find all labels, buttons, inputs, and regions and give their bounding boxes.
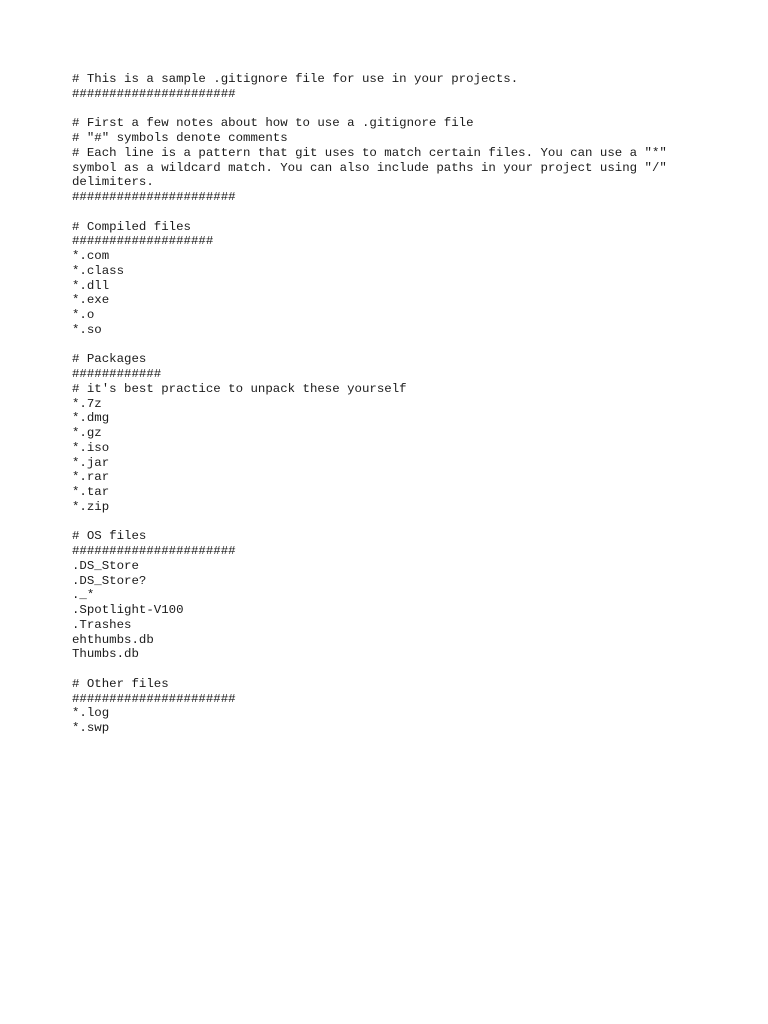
doc-line: ###################### bbox=[72, 190, 236, 204]
doc-line bbox=[72, 515, 684, 530]
doc-line: Thumbs.db bbox=[72, 647, 139, 662]
doc-line: ###################### bbox=[72, 86, 236, 101]
doc-line: *.dll bbox=[72, 278, 110, 293]
doc-line: *.log bbox=[72, 706, 110, 721]
doc-line bbox=[72, 338, 684, 353]
doc-line: ###################### bbox=[72, 691, 236, 706]
doc-line bbox=[72, 205, 684, 220]
doc-line: .DS_Store? bbox=[72, 573, 147, 588]
doc-line: *.dmg bbox=[72, 411, 110, 426]
doc-line: *.tar bbox=[72, 485, 110, 499]
doc-line: # Other files bbox=[72, 676, 169, 691]
doc-line: ###################### bbox=[72, 544, 236, 558]
doc-line: ._* bbox=[72, 588, 95, 603]
doc-line: # Each line is a pattern that git uses to match certain files. You can use a "*" bbox=[72, 145, 667, 160]
doc-line: delimiters. bbox=[72, 175, 154, 190]
doc-line: .Spotlight-V100 bbox=[72, 603, 184, 617]
doc-line: # it's best practice to unpack these yourself bbox=[72, 381, 407, 396]
doc-line: symbol as a wildcard match. You can also include paths in your project using "/" bbox=[72, 160, 667, 175]
doc-line: # This is a sample .gitignore file for use in your projects. bbox=[72, 72, 519, 86]
doc-line: ehthumbs.db bbox=[72, 632, 154, 647]
gitignore-document bbox=[72, 72, 684, 736]
doc-line: ############ bbox=[72, 367, 162, 381]
doc-line bbox=[72, 662, 684, 677]
doc-line: # Compiled files bbox=[72, 219, 191, 234]
doc-line: ################### bbox=[72, 234, 214, 249]
doc-line: *.jar bbox=[72, 455, 110, 470]
doc-line: .DS_Store bbox=[72, 558, 139, 573]
doc-line: *.so bbox=[72, 322, 102, 337]
doc-line: # OS files bbox=[72, 529, 147, 544]
doc-line: *.zip bbox=[72, 499, 110, 514]
doc-line: # Packages bbox=[72, 352, 147, 367]
doc-line: *.gz bbox=[72, 426, 102, 440]
doc-line bbox=[72, 102, 684, 117]
doc-line: *.swp bbox=[72, 721, 110, 735]
doc-line: # First a few notes about how to use a .gitignore file bbox=[72, 116, 474, 131]
doc-line: *.exe bbox=[72, 293, 110, 308]
doc-line: .Trashes bbox=[72, 617, 132, 632]
doc-line: *.o bbox=[72, 308, 95, 322]
doc-line: *.iso bbox=[72, 440, 110, 455]
doc-line: # "#" symbols denote comments bbox=[72, 131, 288, 145]
doc-line: *.class bbox=[72, 263, 125, 278]
doc-line: *.com bbox=[72, 249, 110, 263]
doc-line: *.rar bbox=[72, 470, 110, 485]
doc-line: *.7z bbox=[72, 396, 102, 411]
